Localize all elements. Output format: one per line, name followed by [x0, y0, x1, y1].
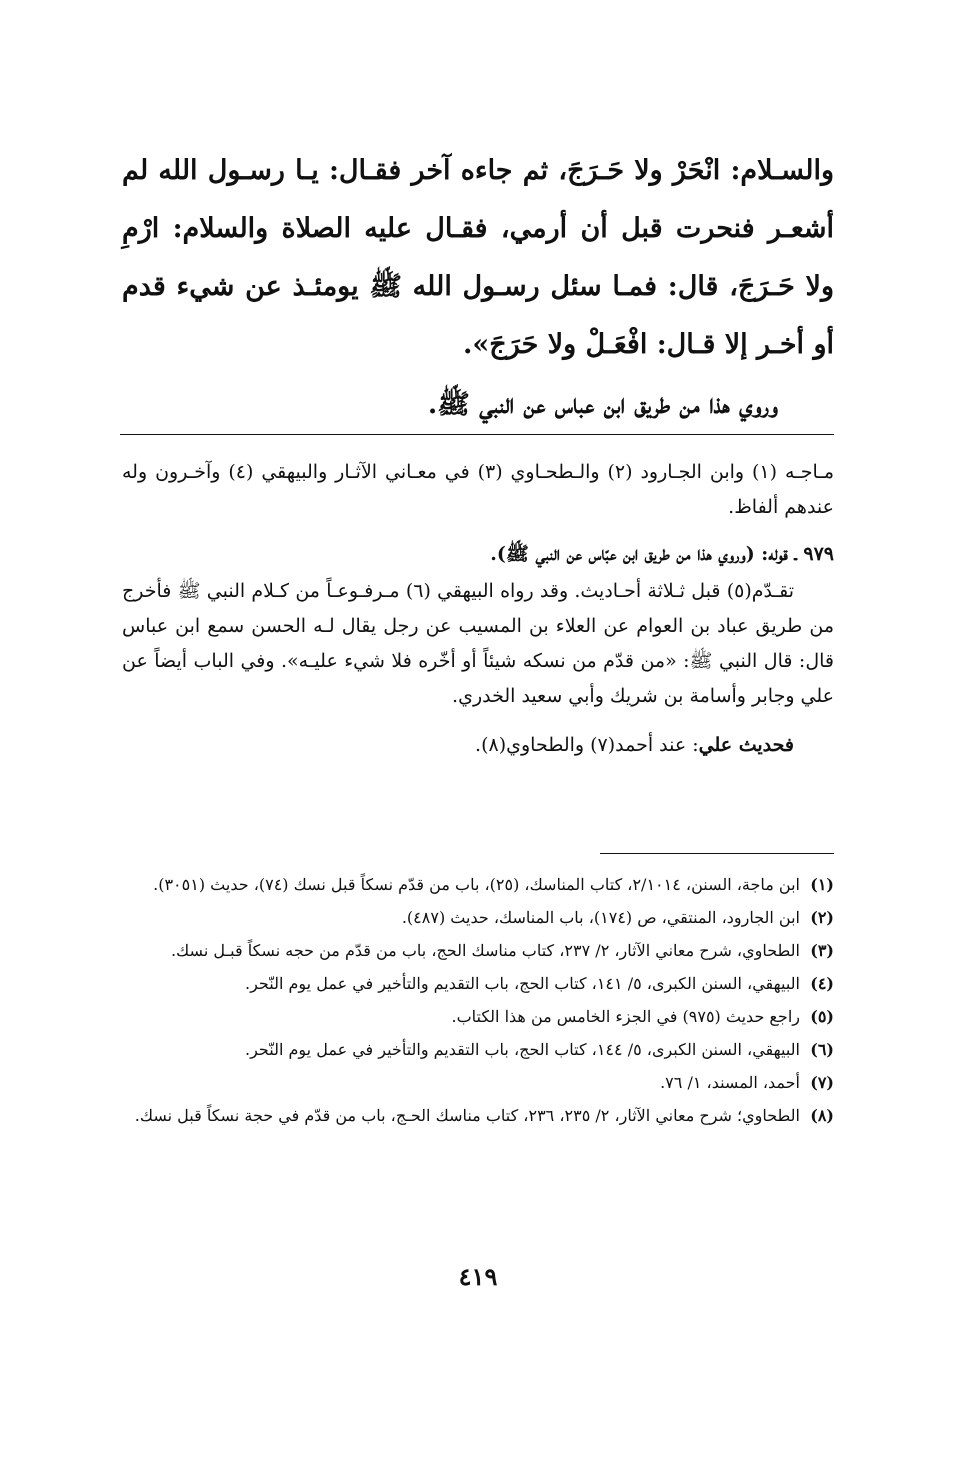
main-text-paragraph: والسـلام: انْحَرْ ولا حَـرَجَ، ثم جاءه آخر فقـال: يـا رسـول الله لم أشعـر فنحرت قبل أن أرمي، فقـال عليه الصلاة والسلام: ارْمِ ولا حَـرَجَ، قال: فمـا سئل رسـول الله ﷺ يومئـذ عن شيء قدم أو أخـر إلا قـال: افْعَـلْ ولا حَرَجَ». [122, 155, 834, 360]
footnote-item [122, 934, 834, 967]
footnote-number: (٣) [810, 941, 834, 960]
footnote-text: البيهقي، السنن الكبرى، ٥/ ١٤٤، كتاب الحج، باب التقديم والتأخير في عمل يوم النّحر. [245, 1040, 800, 1059]
footnote-text: ابن الجارود، المنتقي، ص (١٧٤)، باب المناسك، حديث (٤٨٧). [401, 908, 800, 927]
footnote-number: (٢) [810, 908, 834, 927]
hadith-rest: : عند أحمد(٧) والطحاوي(٨). [475, 734, 699, 756]
footnote-text: أحمد، المسند، ١/ ٧٦. [660, 1073, 800, 1092]
footnote-item [122, 1099, 834, 1132]
main-text-paragraph: وروي هذا من طريق ابن عباس عن النبي ﷺ. [427, 389, 778, 420]
hadith-label: فحديث علي [698, 734, 794, 756]
footnote-text: ابن ماجة، السنن، ٢/١٠١٤، كتاب المناسك، (٢٥)، باب من قدّم نسكاً قبل نسك (٧٤)، حديث (٣٠٥١). [153, 875, 800, 894]
footnote-item [122, 967, 834, 1000]
footnote-number: (٨) [810, 1106, 834, 1125]
main-text [122, 142, 834, 434]
footnote-item [122, 1000, 834, 1033]
commentary-heading: ٩٧٩ ـ قوله: (وروي هذا من طريق ابن عبّاس عن النبي ﷺ). [490, 543, 834, 565]
footnote-text: البيهقي، السنن الكبرى، ٥/ ١٤١، كتاب الحج، باب التقديم والتأخير في عمل يوم النّحر. [245, 974, 800, 993]
footnote-item [122, 868, 834, 901]
commentary-paragraph: تقـدّم(٥) قبل ثـلاثة أحـاديث. وقد رواه البيهقي (٦) مـرفـوعـاً من كـلام النبي ﷺ فأخرج من طريق عباد بن العوام عن العلاء بن المسيب عن رجل يقال لـه الحسن سمع ابن عباس قال: قال النبي ﷺ: «من قدّم من نسكه شيئاً أو أخّره فلا شيء عليـه». وفي الباب أيضاً عن علي وجابر وأسامة بن شريك وأبي سعيد الخدري. [122, 580, 834, 707]
footnote-text: الطحاوي، شرح معاني الآثار، ٢/ ٢٣٧، كتاب مناسك الحج، باب من قدّم من حجه نسكاً قبـل نسك. [170, 941, 800, 960]
hadith-line [122, 728, 834, 763]
footnote-number: (٤) [810, 974, 834, 993]
footnote-number: (٦) [810, 1040, 834, 1059]
footnote-item [122, 901, 834, 934]
footnote-number: (١) [810, 875, 834, 894]
footnote-rule [600, 853, 834, 854]
footnotes [122, 868, 834, 1132]
footnote-text: راجع حديث (٩٧٥) في الجزء الخامس من هذا الكتاب. [451, 1007, 800, 1026]
page-number: ٤١٩ [458, 1262, 498, 1291]
footnote-text: الطحاوي؛ شرح معاني الآثار، ٢/ ٢٣٥، ٢٣٦، كتاب مناسك الحـج، باب من قدّم في حجة نسكاً قبل نسك. [134, 1106, 800, 1125]
commentary-continuation: مـاجـه (١) وابن الجـارود (٢) والـطحـاوي (٣) في معـاني الآثـار والبيهقي (٤) وآخـرون وله عندهم ألفاظ. [122, 461, 834, 518]
footnote-number: (٥) [810, 1007, 834, 1026]
footnote-item [122, 1033, 834, 1066]
separator-rule [120, 434, 834, 435]
footnote-item [122, 1066, 834, 1099]
commentary [122, 455, 834, 763]
footnote-number: (٧) [810, 1073, 834, 1092]
